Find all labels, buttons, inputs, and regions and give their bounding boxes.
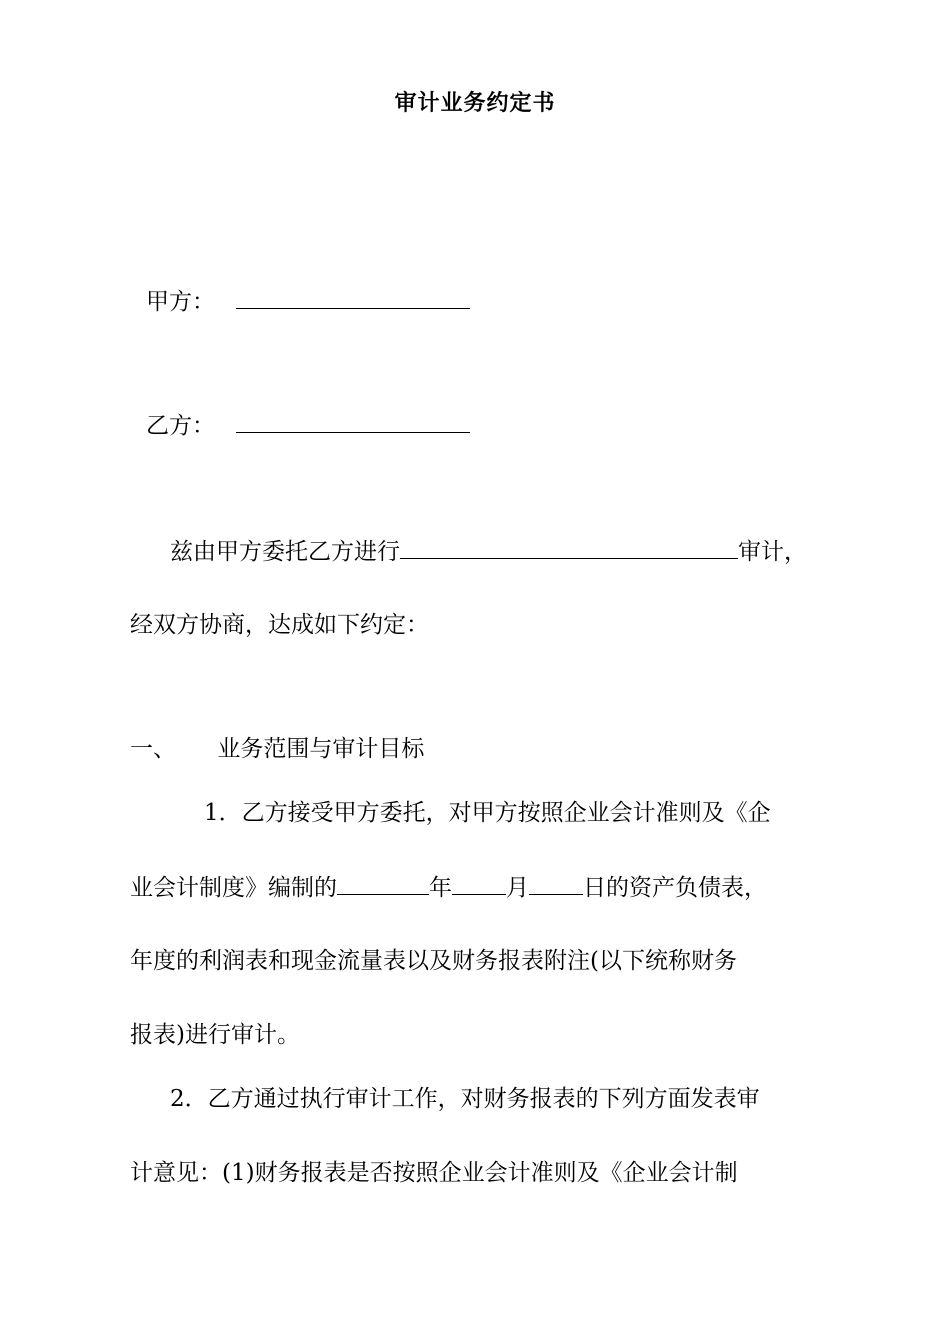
intro-line-2: 经双方协商，达成如下约定： xyxy=(130,612,429,638)
party-a-row xyxy=(146,286,470,317)
intro-line-1 xyxy=(170,536,807,567)
document-title: 审计业务约定书 xyxy=(394,91,556,116)
clause-1-line-2 xyxy=(130,872,767,903)
section-1-title: 业务范围与审计目标 xyxy=(217,736,425,762)
day-blank[interactable] xyxy=(529,872,583,895)
section-1-heading xyxy=(130,734,424,764)
intro-text-after: 审计， xyxy=(738,539,807,565)
year-label: 年 xyxy=(429,875,452,901)
clause-1-line-1: 1．乙方接受甲方委托，对甲方按照企业会计准则及《企 xyxy=(204,800,771,826)
clause-1-line-4: 报表)进行审计。 xyxy=(130,1022,300,1048)
year-blank[interactable] xyxy=(337,872,429,895)
month-blank[interactable] xyxy=(452,872,506,895)
party-a-label: 甲方： xyxy=(146,289,215,315)
clause-1-line-3: 年度的利润表和现金流量表以及财务报表附注(以下统称财务 xyxy=(130,948,737,974)
section-1-number: 一、 xyxy=(130,736,176,762)
intro-text-before: 兹由甲方委托乙方进行 xyxy=(170,539,400,565)
party-b-row xyxy=(146,410,470,441)
clause-1-prefix: 业会计制度》编制的 xyxy=(130,875,337,901)
audit-subject-blank[interactable] xyxy=(400,536,738,559)
month-label: 月 xyxy=(506,875,529,901)
clause-2-line-2: 计意见：(1)财务报表是否按照企业会计准则及《企业会计制 xyxy=(130,1160,738,1186)
party-b-label: 乙方： xyxy=(146,413,215,439)
day-suffix: 日的资产负债表， xyxy=(583,875,767,901)
party-a-blank[interactable] xyxy=(236,286,470,309)
party-b-blank[interactable] xyxy=(236,410,470,433)
clause-2-line-1: 2．乙方通过执行审计工作，对财务报表的下列方面发表审 xyxy=(170,1086,760,1112)
